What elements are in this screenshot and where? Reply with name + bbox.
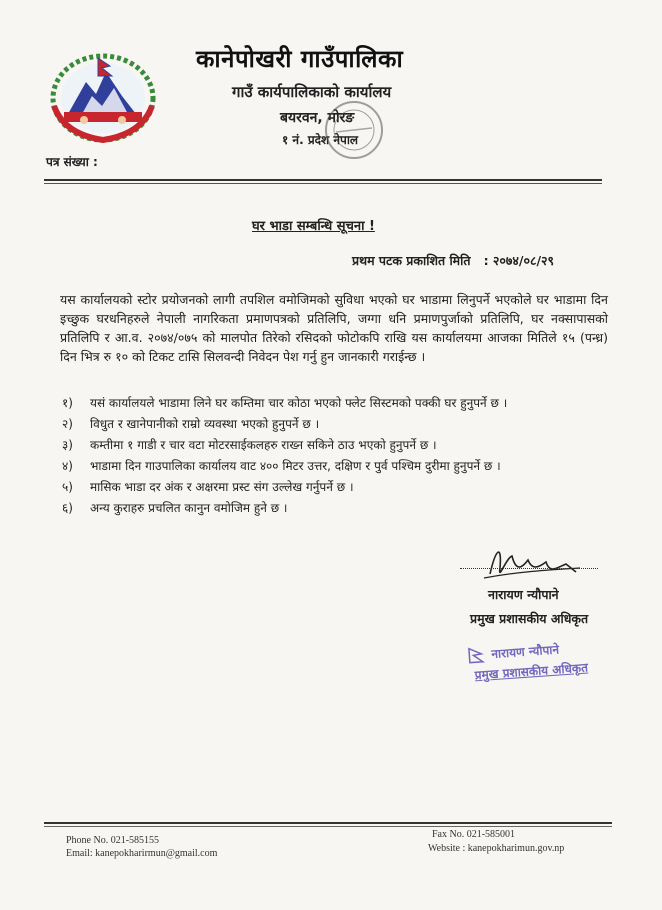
list-item-text: भाडामा दिन गाउपालिका कार्यालय वाट ४०० मिटर उत्तर, दक्षिण र पुर्व पश्चिम दुरीमा हुनुपर्ने छ । xyxy=(90,459,501,473)
round-seal-stamp-icon xyxy=(322,98,386,162)
list-item xyxy=(62,394,532,413)
flag-stamp-icon xyxy=(467,646,486,665)
handwritten-signature-icon xyxy=(476,538,586,588)
list-item xyxy=(62,457,532,476)
list-item xyxy=(62,415,532,434)
signature-line xyxy=(460,568,598,569)
list-item-number: १) xyxy=(62,396,73,410)
stamp-name: नारायण न्यौपाने xyxy=(490,642,560,662)
list-item xyxy=(62,436,532,455)
signatory-name: नारायण न्यौपाने xyxy=(488,587,559,602)
list-item-text: विधुत र खानेपानीको राम्रो व्यवस्था भएको हुनुपर्ने छ । xyxy=(90,417,320,431)
signatory-title: प्रमुख प्रशासकीय अधिकृत xyxy=(470,611,589,626)
footer-fax: Fax No. 021-585001 xyxy=(432,829,516,840)
list-item-number: २) xyxy=(62,417,73,431)
footer-divider-thin xyxy=(44,826,612,827)
organization-name: कानेपोखरी गाउँपालिका xyxy=(196,45,404,73)
publish-date: प्रथम पटक प्रकाशित मिति : २०७४/०८/२९ xyxy=(352,253,555,268)
province-label: १ नं. प्रदेश नेपाल xyxy=(282,133,359,147)
footer-website: Website : kanepokharimun.gov.np xyxy=(428,843,565,854)
list-item xyxy=(62,499,532,518)
list-item xyxy=(62,478,532,497)
list-item-text: यसं कार्यालयले भाडामा लिने घर कम्तिमा चार कोठा भएको फ्लेट सिस्टमको पक्की घर हुनुपर्ने छ । xyxy=(90,396,508,410)
list-item-number: ३) xyxy=(62,438,73,452)
office-name: गाउँ कार्यपालिकाको कार्यालय xyxy=(232,83,392,101)
list-item-number: ४) xyxy=(62,459,73,473)
government-emblem-icon xyxy=(44,48,162,144)
footer-phone: Phone No. 021-585155 xyxy=(66,835,160,846)
header-divider-thin xyxy=(44,183,602,184)
header-divider xyxy=(44,179,602,181)
notice-body: यस कार्यालयको स्टोर प्रयोजनको लागी तपशिल वमोजिमको सुविधा भएको घर भाडामा लिनुपर्ने भएकोले घर भाडामा दिन इच्छुक घरधनिहरुले नेपाली नागरिकता प्रमाणपत्रको प्रतिलिपि, जग्गा धनि प्रमाणपुर्जाको प्रतिलिपि, घर नक्सापासको प्रतिलिपि र आ.व. २०७४/०७५ को मालपोत तिरेको रसिदको फोटोकपि राखि यस कार्यालयमा आजका मितिले १५ (पन्ध्र) दिन भित्र रु १० को टिकट टासि सिलवन्दी निवेदन पेश गर्नु हुन जानकारी गराईन्छ । xyxy=(60,292,608,364)
list-item-text: अन्य कुराहरु प्रचलित कानुन वमोजिम हुने छ । xyxy=(90,501,288,515)
official-name-stamp xyxy=(460,631,613,693)
list-item-text: कम्तीमा १ गाडी र चार वटा मोटरसाईकलहरु राख्न सकिने ठाउ भएको हुनुपर्ने छ । xyxy=(90,438,437,452)
notice-title: घर भाडा सम्बन्धि सूचना ! xyxy=(252,219,375,234)
conditions-list xyxy=(62,394,532,520)
list-item-text: मासिक भाडा दर अंक र अक्षरमा प्रस्ट संग उल्लेख गर्नुपर्ने छ । xyxy=(90,480,354,494)
office-location: बयरवन, मोरङ xyxy=(280,110,355,126)
reference-number-label: पत्र संख्या : xyxy=(46,155,98,169)
list-item-number: ६) xyxy=(62,501,73,515)
stamp-title: प्रमुख प्रशासकीय अधिकृत xyxy=(474,660,589,683)
list-item-number: ५) xyxy=(62,480,73,494)
footer-divider xyxy=(44,822,612,824)
footer-email: Email: kanepokharirmun@gmail.com xyxy=(66,848,218,859)
